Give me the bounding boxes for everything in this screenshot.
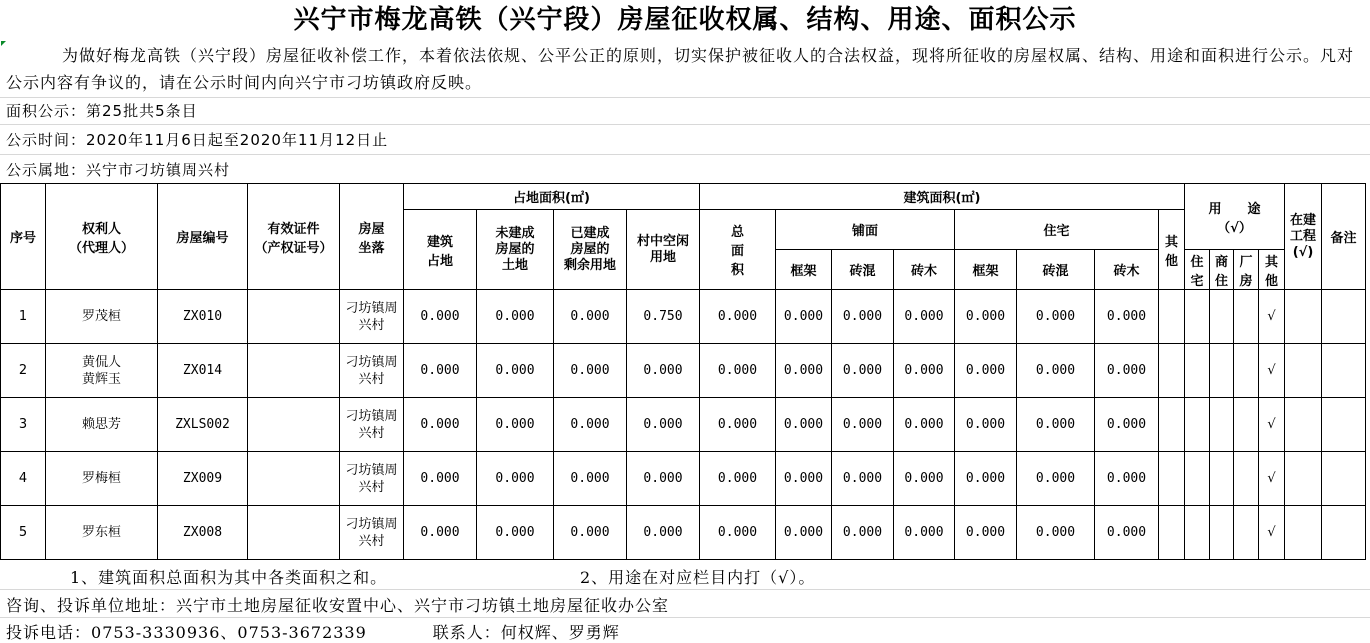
phone-label: 投诉电话： <box>6 623 92 642</box>
cell-area-value: 0.000 <box>832 398 894 452</box>
cell-area-value: 0.000 <box>404 344 477 398</box>
intro-paragraph: 为做好梅龙高铁（兴宁段）房屋征收补偿工作，本着依法依规、公平公正的原则，切实保护被征收人的合法权益，现将所征收的房屋权属、结构、用途和面积进行公示。凡对公示内容有争议的，请在公示时间内向兴宁市刁坊镇政府反映。 <box>6 46 1355 92</box>
cell-owner <box>46 290 158 344</box>
cell-cert <box>248 344 340 398</box>
cell-use-commercial <box>1210 290 1234 344</box>
cell-use-other: √ <box>1259 290 1285 344</box>
col-use-res-l2: 宅 <box>1190 273 1204 289</box>
table-row <box>1 506 1366 560</box>
usage-group-l1: 用 途 <box>1208 201 1261 217</box>
cell-use-other: √ <box>1259 398 1285 452</box>
col-use-residence <box>1185 250 1210 290</box>
cell-area-value: 0.000 <box>477 398 554 452</box>
cell-use-residence <box>1185 290 1210 344</box>
col-res-brick-concrete: 砖混 <box>1017 250 1095 290</box>
location-line: 刁坊镇周 <box>345 300 398 316</box>
cell-area-value: 0.000 <box>1017 344 1095 398</box>
cell-area-value: 0.000 <box>404 290 477 344</box>
cell-house-no: ZX014 <box>158 344 248 398</box>
cell-build-other <box>1159 506 1185 560</box>
cell-area-value: 0.000 <box>955 290 1017 344</box>
owner-name: 罗茂桓 <box>81 309 121 324</box>
gridline <box>0 124 1370 125</box>
cell-area-value: 0.000 <box>832 506 894 560</box>
col-under-construction <box>1285 184 1322 290</box>
property-table <box>0 183 1366 560</box>
owner-name: 罗东桓 <box>81 525 121 540</box>
col-build-other-l2: 他 <box>1164 253 1178 269</box>
col-land-vacant <box>627 210 700 290</box>
col-land-remain-l2: 房屋的 <box>570 241 610 257</box>
col-remark: 备注 <box>1322 184 1366 290</box>
cell-cert <box>248 506 340 560</box>
cell-seq: 5 <box>1 506 46 560</box>
cell-use-residence <box>1185 398 1210 452</box>
cell-area-value: 0.000 <box>627 398 700 452</box>
cell-house-no: ZXLS002 <box>158 398 248 452</box>
cell-area-value: 0.000 <box>404 506 477 560</box>
col-use-res-l1: 住 <box>1190 254 1204 270</box>
cell-area-value: 0.000 <box>1095 452 1159 506</box>
cell-under-construction <box>1285 452 1322 506</box>
cell-area-value: 0.000 <box>700 398 776 452</box>
cell-seq: 3 <box>1 398 46 452</box>
col-use-oth-l2: 他 <box>1264 273 1278 289</box>
cell-area-value: 0.000 <box>894 290 955 344</box>
col-shop-frame: 框架 <box>776 250 832 290</box>
cell-owner <box>46 506 158 560</box>
cell-area-value: 0.000 <box>1017 398 1095 452</box>
col-uc-l3: (√) <box>1292 244 1314 260</box>
cell-area-value: 0.000 <box>776 452 832 506</box>
cell-area-value: 0.000 <box>1095 344 1159 398</box>
cell-area-value: 0.000 <box>1017 290 1095 344</box>
cell-seq: 2 <box>1 344 46 398</box>
cell-area-value: 0.000 <box>477 344 554 398</box>
cell-area-value: 0.000 <box>627 344 700 398</box>
location-line: 兴村 <box>358 317 385 333</box>
col-total-area <box>700 210 776 290</box>
cell-build-other <box>1159 398 1185 452</box>
col-land-remain-l3: 剩余用地 <box>563 257 616 273</box>
cell-area-value: 0.000 <box>700 290 776 344</box>
cell-owner <box>46 344 158 398</box>
residence-group: 住宅 <box>955 210 1159 250</box>
gridline <box>0 154 1370 155</box>
col-use-commercial <box>1210 250 1234 290</box>
cell-area-value: 0.000 <box>554 290 627 344</box>
col-use-fac-l2: 房 <box>1239 273 1253 289</box>
cell-build-other <box>1159 344 1185 398</box>
col-cert <box>248 184 340 290</box>
cell-area-value: 0.000 <box>1017 452 1095 506</box>
cell-cert <box>248 290 340 344</box>
col-land-vacant-l1: 村中空闲 <box>636 233 689 249</box>
cell-area-value: 0.000 <box>477 452 554 506</box>
col-res-brick-wood: 砖木 <box>1095 250 1159 290</box>
owner-name: 黄辉玉 <box>81 371 121 387</box>
cell-owner <box>46 398 158 452</box>
cell-area-value: 0.000 <box>832 290 894 344</box>
cell-under-construction <box>1285 290 1322 344</box>
footer-address: 咨询、投诉单位地址：兴宁市土地房屋征收安置中心、兴宁市刁坊镇土地房屋征收办公室 <box>6 596 670 615</box>
col-seq: 序号 <box>1 184 46 290</box>
col-land-building-l1: 建筑 <box>426 234 453 250</box>
col-location-l2: 坐落 <box>358 240 385 256</box>
gridline <box>0 589 1370 590</box>
cell-area-value: 0.000 <box>1095 290 1159 344</box>
col-location <box>340 184 404 290</box>
cell-area-value: 0.000 <box>404 452 477 506</box>
cell-use-commercial <box>1210 344 1234 398</box>
cell-use-other: √ <box>1259 506 1285 560</box>
location-line: 兴村 <box>358 479 385 495</box>
col-total-l1: 总 <box>730 225 744 240</box>
table-body <box>1 290 1366 560</box>
building-area-group: 建筑面积(㎡) <box>700 184 1185 210</box>
col-house-no: 房屋编号 <box>158 184 248 290</box>
cell-cert <box>248 452 340 506</box>
col-uc-l2: 工程 <box>1289 228 1316 244</box>
page-title: 兴宁市梅龙高铁（兴宁段）房屋征收权属、结构、用途、面积公示 <box>293 5 1077 35</box>
gridline <box>0 97 1370 98</box>
cell-location <box>340 398 404 452</box>
location-line: 兴村 <box>358 371 385 387</box>
cell-use-factory <box>1234 506 1259 560</box>
col-land-unbuilt <box>477 210 554 290</box>
phone-numbers: 0753-3330936、0753-3672339 <box>91 623 367 642</box>
location-line: 刁坊镇周 <box>345 354 398 370</box>
cell-use-residence <box>1185 506 1210 560</box>
cell-area-value: 0.000 <box>832 452 894 506</box>
col-land-unbuilt-l3: 土地 <box>501 257 528 273</box>
cell-area-value: 0.000 <box>404 398 477 452</box>
col-owner <box>46 184 158 290</box>
cell-remark <box>1322 506 1366 560</box>
col-use-com-l2: 住 <box>1214 273 1228 289</box>
cell-area-value: 0.000 <box>894 452 955 506</box>
cell-use-commercial <box>1210 398 1234 452</box>
cell-location <box>340 506 404 560</box>
cell-use-commercial <box>1210 452 1234 506</box>
footer-phone-line <box>6 620 620 643</box>
cell-area-value: 0.000 <box>776 344 832 398</box>
col-owner-l2: （代理人） <box>68 240 134 256</box>
cell-under-construction <box>1285 344 1322 398</box>
col-land-building-l2: 占地 <box>426 253 453 269</box>
location-line: 兴村 <box>358 425 385 441</box>
cell-area-value: 0.000 <box>955 398 1017 452</box>
location-info: 公示属地：兴宁市刁坊镇周兴村 <box>6 161 231 179</box>
location-line: 刁坊镇周 <box>345 462 398 478</box>
col-build-other <box>1159 210 1185 290</box>
col-land-remain-l1: 已建成 <box>570 225 610 241</box>
cell-area-value: 0.000 <box>627 452 700 506</box>
cell-area-value: 0.000 <box>776 398 832 452</box>
col-land-unbuilt-l2: 房屋的 <box>495 241 535 257</box>
col-res-frame: 框架 <box>955 250 1017 290</box>
col-use-oth-l1: 其 <box>1264 254 1278 270</box>
cell-area-value: 0.000 <box>700 344 776 398</box>
cell-area-value: 0.000 <box>477 506 554 560</box>
shop-group: 铺面 <box>776 210 955 250</box>
gridline <box>0 617 1370 618</box>
col-land-remain <box>554 210 627 290</box>
cell-use-factory <box>1234 290 1259 344</box>
cell-remark <box>1322 452 1366 506</box>
col-land-unbuilt-l1: 未建成 <box>495 225 535 241</box>
col-shop-brick-concrete: 砖混 <box>832 250 894 290</box>
cell-build-other <box>1159 452 1185 506</box>
cell-under-construction <box>1285 398 1322 452</box>
cell-area-value: 0.000 <box>955 506 1017 560</box>
col-cert-l1: 有效证件 <box>267 221 320 237</box>
cell-use-factory <box>1234 398 1259 452</box>
cell-build-other <box>1159 290 1185 344</box>
cell-under-construction <box>1285 506 1322 560</box>
cell-area-value: 0.000 <box>554 344 627 398</box>
col-owner-l1: 权利人 <box>81 221 121 237</box>
cell-area-value: 0.000 <box>894 506 955 560</box>
cell-house-no: ZX009 <box>158 452 248 506</box>
col-land-vacant-l2: 用地 <box>649 249 676 265</box>
usage-group <box>1185 184 1285 250</box>
col-build-other-l1: 其 <box>1164 234 1178 250</box>
cell-area-value: 0.000 <box>1017 506 1095 560</box>
cell-area-value: 0.000 <box>700 452 776 506</box>
usage-group-l2: （√） <box>1217 220 1252 236</box>
owner-name: 赖思芳 <box>81 417 121 432</box>
col-total-l2: 面 <box>730 244 744 259</box>
cell-area-value: 0.000 <box>776 290 832 344</box>
col-use-factory <box>1234 250 1259 290</box>
col-use-fac-l1: 厂 <box>1239 254 1253 270</box>
cell-area-value: 0.000 <box>955 344 1017 398</box>
table-row <box>1 398 1366 452</box>
cell-use-other: √ <box>1259 344 1285 398</box>
cell-area-value: 0.000 <box>700 506 776 560</box>
cell-house-no: ZX008 <box>158 506 248 560</box>
cell-area-value: 0.000 <box>1095 506 1159 560</box>
col-use-other <box>1259 250 1285 290</box>
cell-area-value: 0.000 <box>1095 398 1159 452</box>
cell-seq: 1 <box>1 290 46 344</box>
cell-area-value: 0.750 <box>627 290 700 344</box>
col-shop-brick-wood: 砖木 <box>894 250 955 290</box>
col-location-l1: 房屋 <box>358 221 385 237</box>
cell-area-value: 0.000 <box>627 506 700 560</box>
cell-area-value: 0.000 <box>955 452 1017 506</box>
cell-location <box>340 344 404 398</box>
cell-use-commercial <box>1210 506 1234 560</box>
table-row <box>1 290 1366 344</box>
cell-area-value: 0.000 <box>554 398 627 452</box>
col-cert-l2: （产权证号） <box>254 240 333 256</box>
cell-use-factory <box>1234 344 1259 398</box>
cell-location <box>340 452 404 506</box>
note-1: 1、建筑面积总面积为其中各类面积之和。 <box>70 568 388 587</box>
period-info: 公示时间：2020年11月6日起至2020年11月12日止 <box>6 131 389 149</box>
cell-remark <box>1322 290 1366 344</box>
cell-use-residence <box>1185 344 1210 398</box>
owner-name: 罗梅桓 <box>81 471 121 486</box>
cell-area-value: 0.000 <box>554 452 627 506</box>
cell-use-residence <box>1185 452 1210 506</box>
cell-remark <box>1322 344 1366 398</box>
owner-name: 黄侃人 <box>81 354 121 370</box>
cell-owner <box>46 452 158 506</box>
col-land-building <box>404 210 477 290</box>
cell-area-value: 0.000 <box>894 398 955 452</box>
cell-house-no: ZX010 <box>158 290 248 344</box>
cell-remark <box>1322 398 1366 452</box>
land-area-group: 占地面积(㎡) <box>404 184 700 210</box>
header-row-1 <box>1 184 1366 210</box>
location-line: 刁坊镇周 <box>345 516 398 532</box>
cell-area-value: 0.000 <box>894 344 955 398</box>
cell-area-value: 0.000 <box>554 506 627 560</box>
cell-seq: 4 <box>1 452 46 506</box>
batch-info: 面积公示：第25批共5条目 <box>6 102 198 120</box>
note-2: 2、用途在对应栏目内打（√）。 <box>580 568 816 587</box>
location-line: 刁坊镇周 <box>345 408 398 424</box>
contact-persons: 联系人：何权辉、罗勇辉 <box>432 623 620 642</box>
cell-cert <box>248 398 340 452</box>
cell-use-other: √ <box>1259 452 1285 506</box>
cell-location <box>340 290 404 344</box>
cell-area-value: 0.000 <box>776 506 832 560</box>
cell-area-value: 0.000 <box>477 290 554 344</box>
cell-area-value: 0.000 <box>832 344 894 398</box>
cell-use-factory <box>1234 452 1259 506</box>
table-row <box>1 452 1366 506</box>
table-row <box>1 344 1366 398</box>
col-uc-l1: 在建 <box>1289 212 1316 228</box>
col-use-com-l1: 商 <box>1214 254 1228 270</box>
location-line: 兴村 <box>358 533 385 549</box>
col-total-l3: 积 <box>730 263 744 278</box>
